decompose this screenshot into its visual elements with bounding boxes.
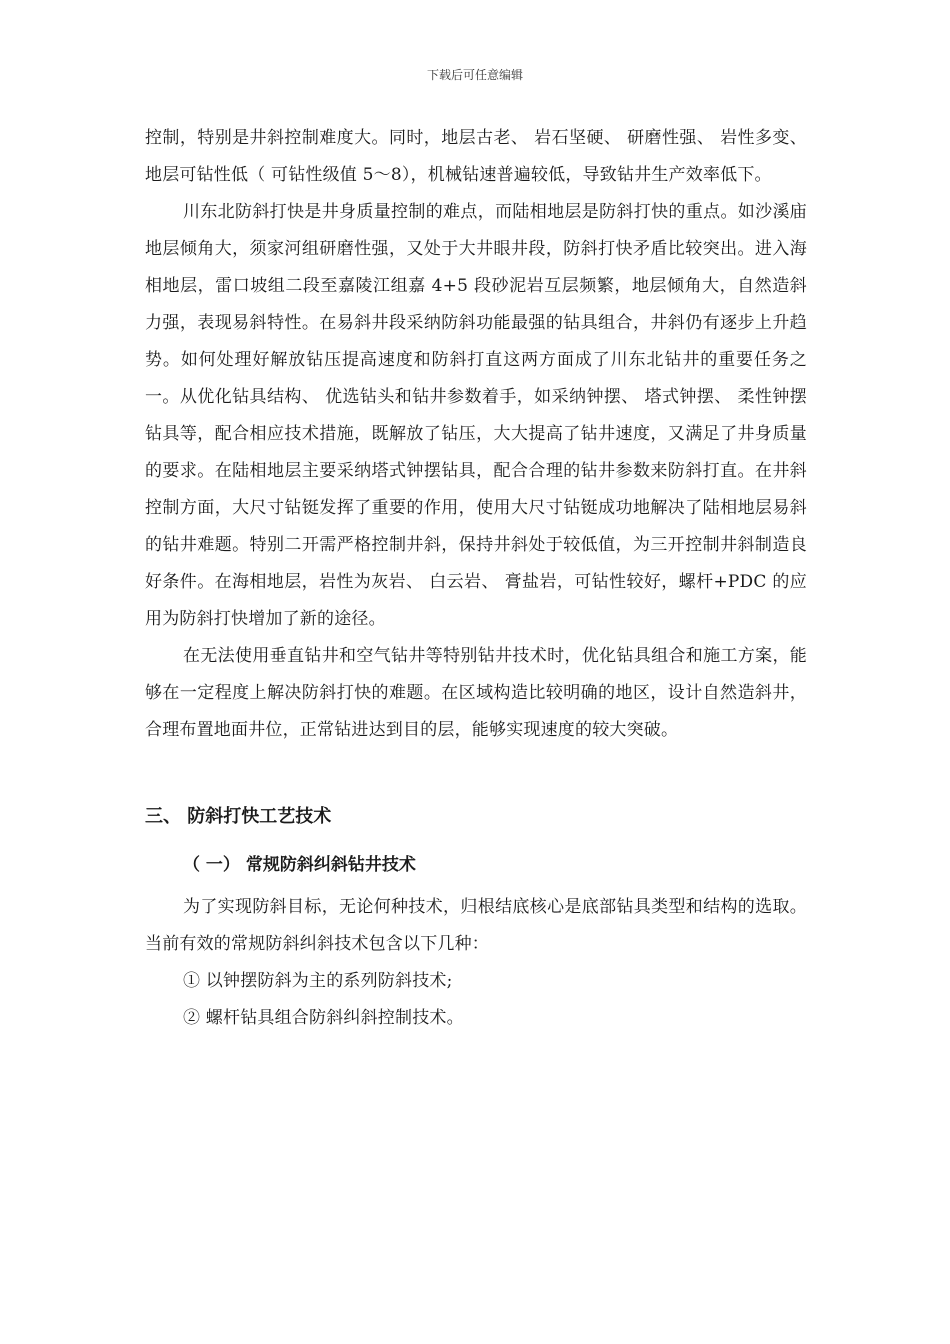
section-gap [145, 749, 807, 785]
subsection-heading: （ 一） 常规防斜纠斜钻井技术 [183, 855, 416, 875]
list-item: ① 以钟摆防斜为主的系列防斜技术; [183, 971, 453, 991]
paragraph-4: 为了实现防斜目标，无论何种技术，归根结底核心是底部钻具类型和结构的选取。当前有效的常规防斜纠斜技术包含以下几种： [145, 897, 807, 954]
page-header: 下载后可任意编辑 [426, 68, 523, 82]
paragraph-3: 在无法使用垂直钻井和空气钻井等特别钻井技术时，优化钻具组合和施工方案，能够在一定程度上解决防斜打快的难题。在区域构造比较明确的地区，设计自然造斜井，合理布置地面井位，正常钻进达到目的层，能够实现速度的较大突破。 [145, 646, 807, 740]
paragraph-2: 川东北防斜打快是井身质量控制的难点，而陆相地层是防斜打快的重点。如沙溪庙地层倾角大，须家河组研磨性强，又处于大井眼井段，防斜打快矛盾比较突出。进入海相地层，雷口坡组二段至嘉陵江组嘉 4+5 段砂泥岩互层频繁，地层倾角大，自然造斜力强，表现易斜特性。在易斜井段采纳防斜功能最强的钻具组合，井斜仍有逐步上升趋势。如何处理好解放钻压提高速度和防斜打直这两方面成了川东北钻井的重要任务之一。从优化钻具结构、 优选钻头和钻井参数着手，如采纳钟摆、 塔式钟摆、 柔性钟摆钻具等，配合相应技术措施，既解放了钻压，大大提高了钻井速度，又满足了井身质量的要求。在陆相地层主要采纳塔式钟摆钻具，配合合理的钻井参数来防斜打直。在井斜控制方面，大尺寸钻铤发挥了重要的作用，使用大尺寸钻铤成功地解决了陆相地层易斜的钻井难题。特别二开需严格控制井斜，保持井斜处于较低值，为三开控制井斜制造良好条件。在海相地层，岩性为灰岩、 白云岩、 膏盐岩，可钻性较好，螺杆+PDC 的应用为防斜打快增加了新的途径。 [145, 202, 807, 629]
paragraph-1: 控制，特别是井斜控制难度大。同时，地层古老、 岩石坚硬、 研磨性强、 岩性多变、 地层可钻性低（ 可钻性级值 5～8），机械钻速普遍较低，导致钻井生产效率低下。 [145, 128, 807, 185]
list-item: ② 螺杆钻具组合防斜纠斜控制技术。 [183, 1008, 464, 1028]
document-body [145, 120, 807, 1037]
section-heading: 三、 防斜打快工艺技术 [145, 806, 332, 827]
